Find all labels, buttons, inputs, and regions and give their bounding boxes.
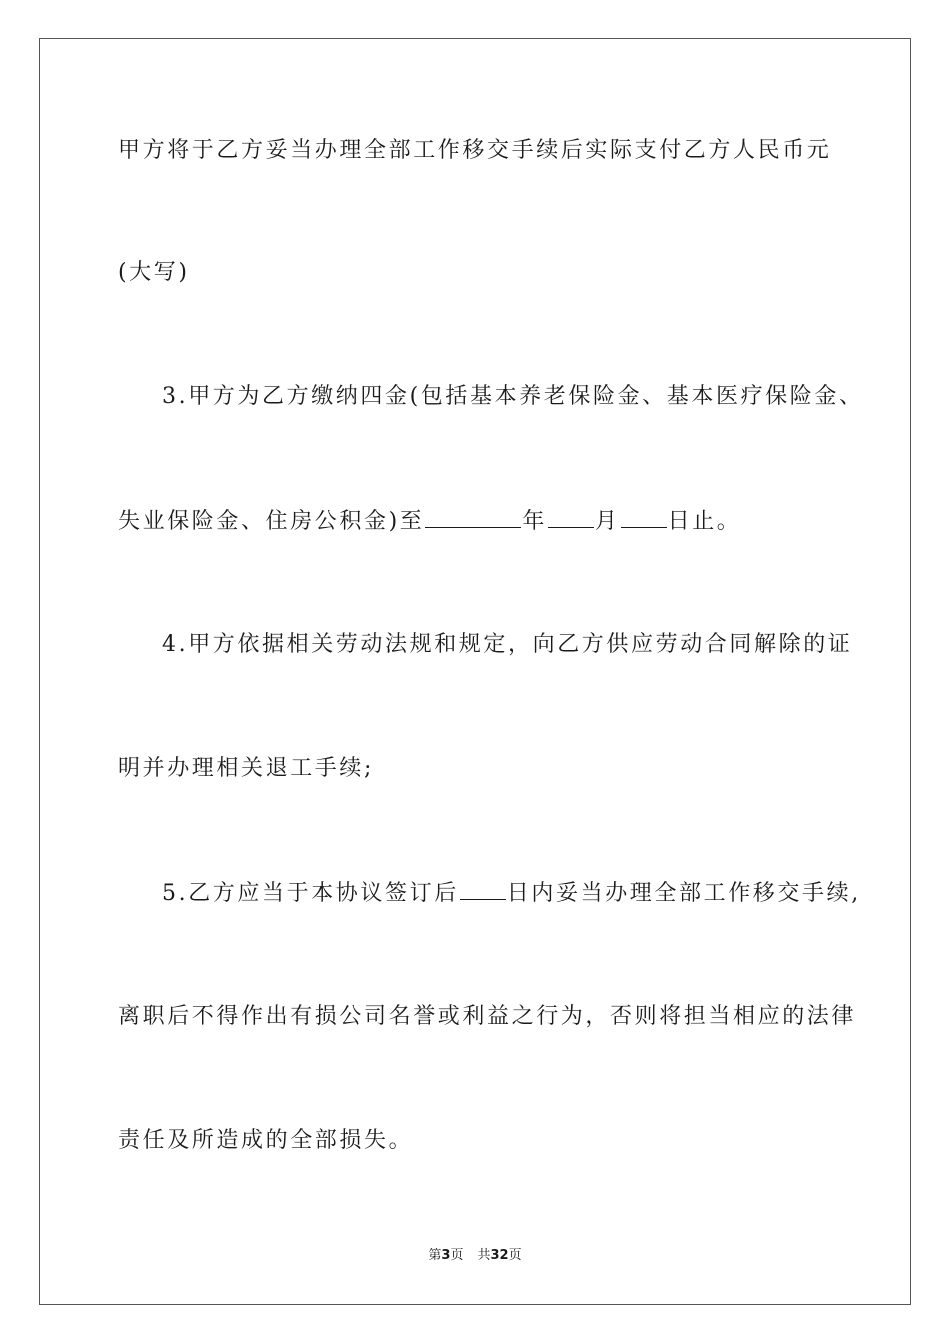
line-7-suffix: 日内妥当办理全部工作移交手续, bbox=[506, 881, 861, 906]
page-footer bbox=[0, 1247, 950, 1265]
year-blank bbox=[425, 507, 521, 528]
month-blank bbox=[548, 507, 594, 528]
paragraph-line-5: 4.甲方依据相关劳动法规和规定，向乙方供应劳动合同解除的证 bbox=[162, 632, 853, 657]
page-number: 3 bbox=[441, 1248, 451, 1263]
paragraph-line-7 bbox=[162, 879, 861, 908]
paragraph-line-1: 甲方将于乙方妥当办理全部工作移交手续后实际支付乙方人民币元 bbox=[118, 138, 832, 163]
paragraph-line-3: 3.甲方为乙方缴纳四金(包括基本养老保险金、基本医疗保险金、 bbox=[162, 384, 864, 409]
page-suffix: 页 bbox=[450, 1248, 464, 1263]
paragraph-line-4 bbox=[118, 507, 741, 536]
total-pages: 32 bbox=[490, 1248, 509, 1263]
line-7-prefix: 5.乙方应当于本协议签订后 bbox=[162, 881, 459, 906]
page-prefix: 第 bbox=[428, 1248, 442, 1263]
paragraph-line-6: 明并办理相关退工手续; bbox=[118, 756, 375, 781]
days-blank bbox=[460, 879, 506, 900]
month-label: 月 bbox=[595, 509, 620, 534]
total-suffix: 页 bbox=[508, 1248, 522, 1263]
total-prefix: 共 bbox=[477, 1248, 491, 1263]
line-4-suffix: 日止。 bbox=[667, 509, 742, 534]
day-blank bbox=[621, 507, 667, 528]
paragraph-line-2: (大写) bbox=[118, 260, 190, 285]
paragraph-line-9: 责任及所造成的全部损失。 bbox=[118, 1128, 414, 1153]
year-label: 年 bbox=[522, 509, 547, 534]
line-4-prefix: 失业保险金、住房公积金)至 bbox=[118, 509, 425, 534]
paragraph-line-8: 离职后不得作出有损公司名誉或利益之行为，否则将担当相应的法律 bbox=[118, 1004, 857, 1029]
page-border bbox=[39, 38, 911, 1305]
